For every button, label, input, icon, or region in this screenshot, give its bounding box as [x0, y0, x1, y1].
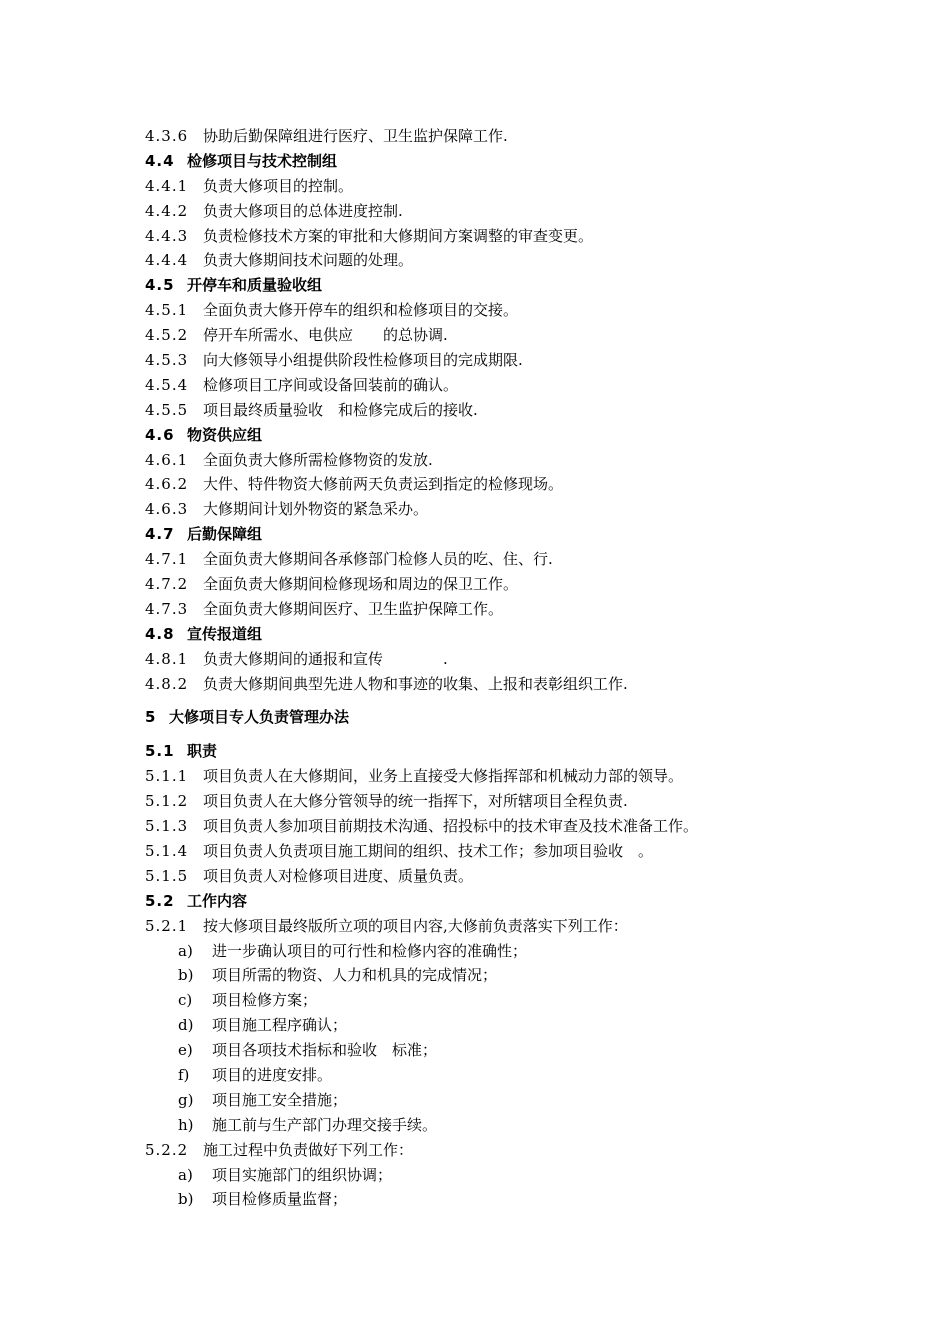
clause-line	[145, 839, 905, 864]
clause-number: 4.8.2	[145, 674, 189, 693]
clause-text: 施工过程中负责做好下列工作：	[203, 1140, 414, 1159]
clause-text: 停开车所需水、电供应 的总协调.	[203, 326, 448, 345]
clause-number: d)	[178, 1016, 194, 1035]
list-item	[145, 1113, 905, 1138]
clause-line	[145, 298, 905, 323]
list-item	[145, 1088, 905, 1113]
clause-number: 5.1	[145, 742, 175, 761]
clause-number: a)	[178, 1165, 193, 1184]
clause-number: 5.2	[145, 891, 175, 910]
list-item	[145, 1163, 905, 1188]
clause-line	[145, 248, 905, 273]
clause-number: 4.3.6	[145, 127, 189, 145]
clause-text: 项目检修方案；	[212, 991, 318, 1010]
clause-line	[145, 497, 905, 522]
clause-text: 项目负责人负责项目施工期间的组织、技术工作；参加项目验收 。	[203, 841, 654, 860]
clause-number: 5	[145, 708, 157, 727]
clause-number: 4.6	[145, 425, 175, 444]
clause-number: 5.2.2	[145, 1140, 189, 1159]
clause-line	[145, 472, 905, 497]
clause-line	[145, 864, 905, 889]
clause-text: 负责大修期间技术问题的处理。	[203, 251, 414, 270]
clause-line	[145, 789, 905, 814]
clause-number: 4.5	[145, 276, 175, 295]
clause-number: 5.1.3	[145, 817, 189, 836]
clause-number: g)	[178, 1090, 194, 1109]
clause-text: 宣传报道组	[187, 624, 263, 643]
clause-line	[145, 398, 905, 423]
clause-number: 5.1.2	[145, 792, 189, 811]
clause-line	[145, 914, 905, 939]
document-body	[145, 124, 905, 1212]
clause-line	[145, 124, 905, 149]
clause-text: 大修期间计划外物资的紧急采办。	[203, 500, 429, 519]
clause-number: a)	[178, 941, 193, 960]
clause-number: 4.5.5	[145, 400, 189, 419]
clause-text: 大修项目专人负责管理办法	[169, 708, 350, 727]
clause-text: 项目检修质量监督；	[212, 1190, 348, 1209]
clause-number: b)	[178, 1190, 194, 1209]
clause-number: 4.7.1	[145, 550, 189, 569]
clause-text: 负责大修项目的控制。	[203, 176, 354, 195]
list-item	[145, 1063, 905, 1088]
clause-number: 5.1.1	[145, 767, 189, 786]
list-item	[145, 1013, 905, 1038]
list-item	[145, 988, 905, 1013]
clause-text: 按大修项目最终版所立项的项目内容,大修前负责落实下列工作：	[203, 916, 628, 935]
clause-number: 4.5.1	[145, 301, 189, 320]
clause-line	[145, 672, 905, 697]
clause-number: 4.4.2	[145, 201, 189, 220]
section-heading	[145, 705, 905, 730]
clause-number: 5.1.4	[145, 841, 189, 860]
clause-text: 全面负责大修期间医疗、卫生监护保障工作。	[203, 599, 504, 618]
clause-text: 项目所需的物资、人力和机具的完成情况；	[212, 966, 498, 985]
clause-text: 检修项目工序间或设备回装前的确认。	[203, 375, 459, 394]
subsection-heading	[145, 149, 905, 174]
clause-line	[145, 814, 905, 839]
clause-number: 4.7	[145, 525, 175, 544]
clause-number: 4.4.4	[145, 251, 189, 270]
list-item	[145, 963, 905, 988]
clause-line	[145, 547, 905, 572]
clause-line	[145, 174, 905, 199]
clause-text: 全面负责大修开停车的组织和检修项目的交接。	[203, 301, 519, 320]
clause-line	[145, 373, 905, 398]
clause-text: 项目的进度安排。	[212, 1065, 333, 1084]
clause-line	[145, 597, 905, 622]
clause-text: 后勤保障组	[187, 525, 263, 544]
clause-number: 4.4	[145, 151, 175, 170]
clause-text: 负责大修期间典型先进人物和事迹的收集、上报和表彰组织工作.	[203, 674, 628, 693]
clause-text: 全面负责大修期间各承修部门检修人员的吃、住、行.	[203, 550, 553, 569]
clause-text: 项目负责人对检修项目进度、质量负责。	[203, 866, 474, 885]
clause-text: 工作内容	[187, 891, 248, 910]
clause-line	[145, 764, 905, 789]
clause-text: 大件、特件物资大修前两天负责运到指定的检修现场。	[203, 475, 564, 494]
subsection-heading	[145, 739, 905, 764]
clause-line	[145, 199, 905, 224]
clause-text: 项目实施部门的组织协调；	[212, 1165, 393, 1184]
clause-line	[145, 224, 905, 249]
clause-text: 职责	[187, 742, 218, 761]
clause-text: 负责大修项目的总体进度控制.	[203, 201, 403, 220]
clause-number: f)	[178, 1065, 190, 1084]
subsection-heading	[145, 423, 905, 448]
clause-text: 项目各项技术指标和验收 标准；	[212, 1041, 438, 1060]
list-item	[145, 1038, 905, 1063]
clause-number: 4.4.1	[145, 176, 189, 195]
clause-number: 4.5.3	[145, 351, 189, 370]
clause-text: 施工前与生产部门办理交接手续。	[212, 1115, 438, 1134]
subsection-heading	[145, 889, 905, 914]
clause-number: 4.8.1	[145, 649, 189, 668]
clause-text: 全面负责大修期间检修现场和周边的保卫工作。	[203, 575, 519, 594]
clause-number: e)	[178, 1041, 193, 1060]
clause-line	[145, 323, 905, 348]
clause-line	[145, 348, 905, 373]
list-item	[145, 1187, 905, 1212]
clause-line	[145, 647, 905, 672]
clause-line	[145, 448, 905, 473]
clause-text: 物资供应组	[187, 425, 263, 444]
clause-number: 4.8	[145, 624, 175, 643]
clause-number: 4.6.1	[145, 450, 189, 469]
clause-number: 5.1.5	[145, 866, 189, 885]
clause-text: 项目负责人在大修期间，业务上直接受大修指挥部和机械动力部的领导。	[203, 767, 684, 786]
clause-text: 负责检修技术方案的审批和大修期间方案调整的审查变更。	[203, 226, 594, 245]
clause-number: b)	[178, 966, 194, 985]
clause-line	[145, 1138, 905, 1163]
clause-text: 项目负责人在大修分管领导的统一指挥下，对所辖项目全程负责.	[203, 792, 628, 811]
subsection-heading	[145, 622, 905, 647]
clause-text: 协助后勤保障组进行医疗、卫生监护保障工作.	[203, 127, 508, 145]
clause-number: 4.7.3	[145, 599, 189, 618]
clause-number: 4.5.2	[145, 326, 189, 345]
list-item	[145, 939, 905, 964]
clause-text: 向大修领导小组提供阶段性检修项目的完成期限.	[203, 351, 523, 370]
clause-number: 4.4.3	[145, 226, 189, 245]
clause-number: 4.7.2	[145, 575, 189, 594]
clause-number: 5.2.1	[145, 916, 189, 935]
clause-text: 项目施工程序确认；	[212, 1016, 348, 1035]
subsection-heading	[145, 273, 905, 298]
clause-text: 项目施工安全措施；	[212, 1090, 348, 1109]
clause-number: 4.6.2	[145, 475, 189, 494]
clause-number: c)	[178, 991, 193, 1010]
clause-text: 项目最终质量验收 和检修完成后的接收.	[203, 400, 478, 419]
clause-line	[145, 572, 905, 597]
subsection-heading	[145, 522, 905, 547]
clause-text: 负责大修期间的通报和宣传 .	[203, 649, 448, 668]
clause-number: h)	[178, 1115, 194, 1134]
clause-text: 项目负责人参加项目前期技术沟通、招投标中的技术审查及技术准备工作。	[203, 817, 699, 836]
clause-text: 进一步确认项目的可行性和检修内容的准确性；	[212, 941, 528, 960]
clause-text: 检修项目与技术控制组	[187, 151, 338, 170]
clause-number: 4.6.3	[145, 500, 189, 519]
clause-text: 开停车和质量验收组	[187, 276, 323, 295]
clause-text: 全面负责大修所需检修物资的发放.	[203, 450, 433, 469]
clause-number: 4.5.4	[145, 375, 189, 394]
